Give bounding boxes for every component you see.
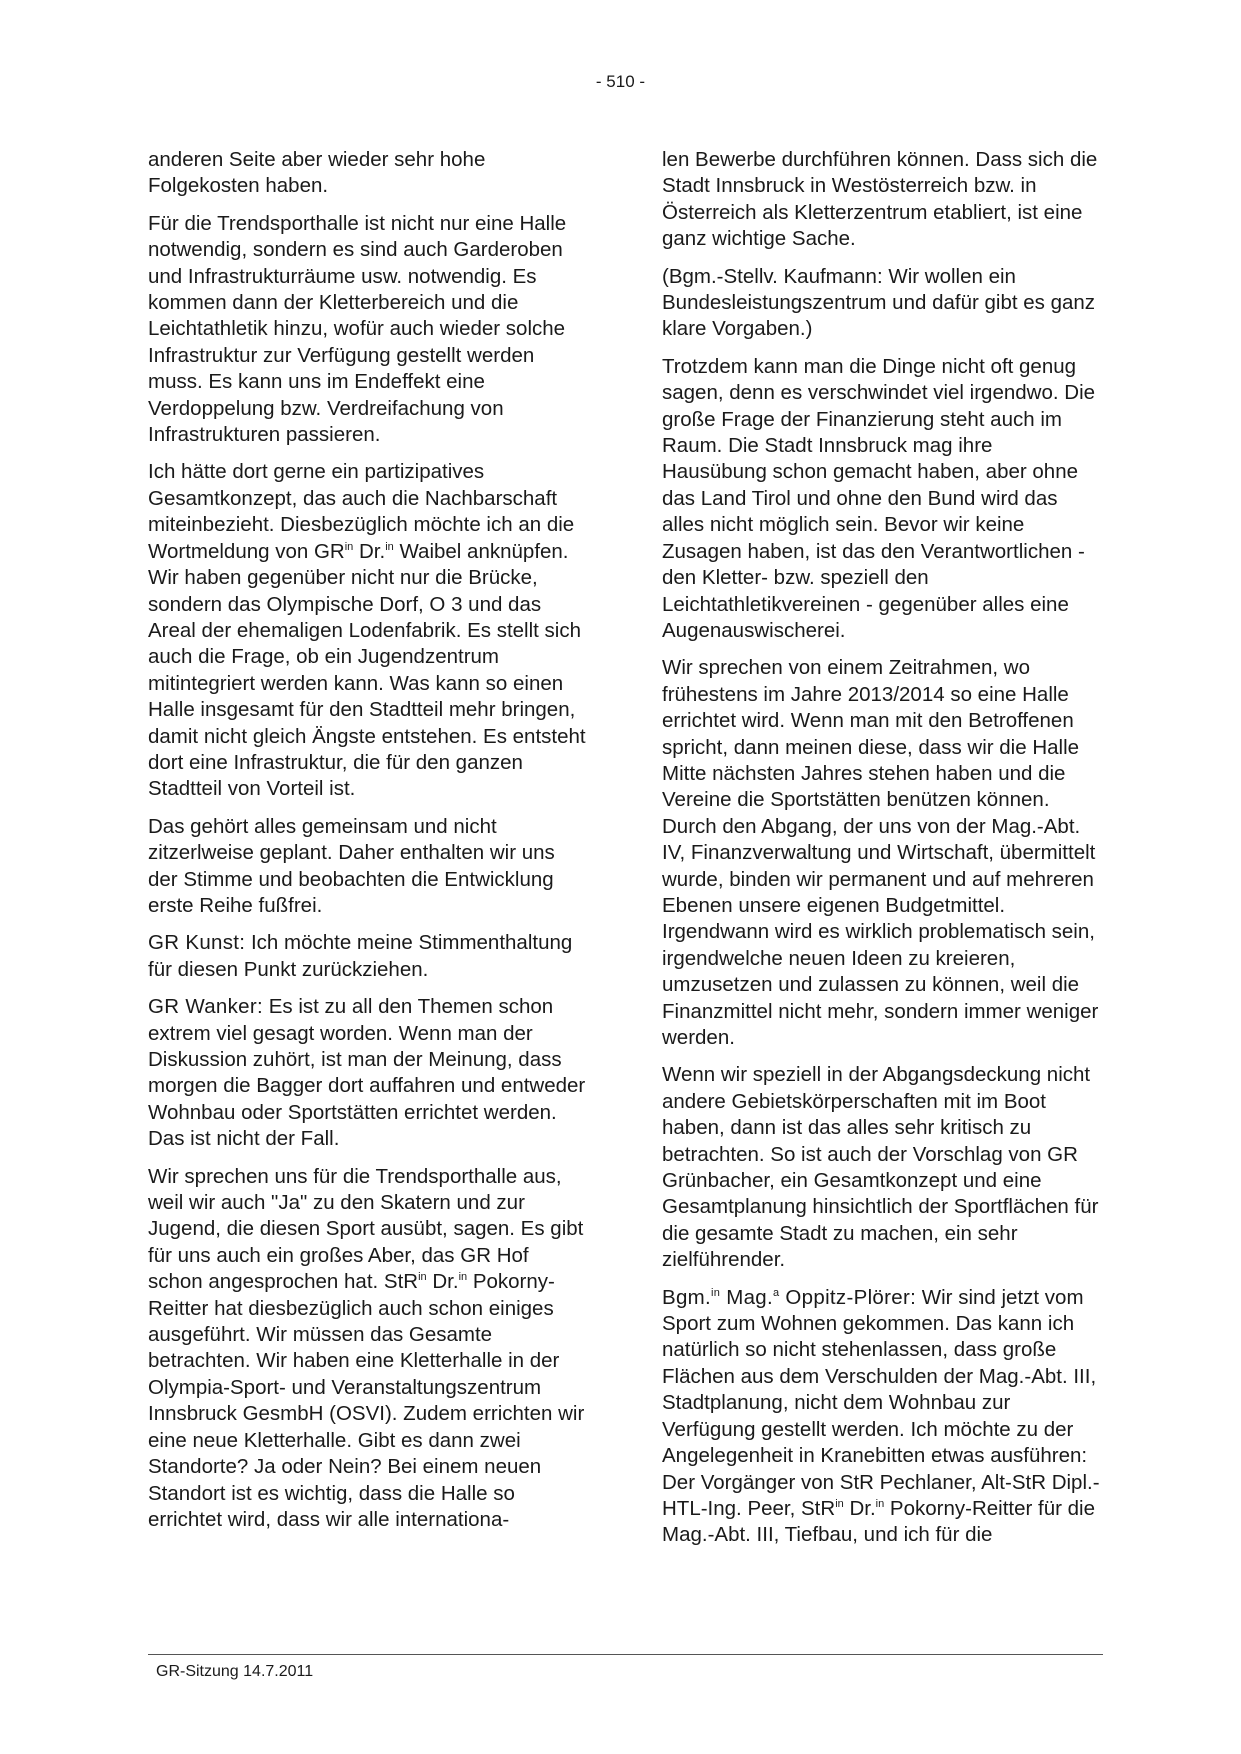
superscript: in <box>711 1286 721 1299</box>
text-run: Ich hätte dort gerne ein partizipatives Gesamtkonzept, das auch die Nachbarschaft miteinbezieht. Diesbezüglich möchte ich an die Wortmeldung von GR <box>148 460 575 563</box>
speaker-name: GR Wanker: <box>148 995 264 1019</box>
paragraph <box>662 1285 1102 1549</box>
paragraph: Wir sprechen von einem Zeitrahmen, wo frühestens im Jahre 2013/2014 so eine Halle errichtet wird. Wenn man mit den Betroffenen spricht, dann meinen diese, dass wir die Halle Mitte nächsten Jahres stehen haben und die Vereine die Sportstätten benützen können. Durch den Abgang, der uns von der Mag.-Abt. IV, Finanzverwaltung und Wirtschaft, übermittelt wurde, binden wir permanent und auf mehreren Ebenen unsere eigenen Budgetmittel. Irgendwann wird es wirklich problematisch sein, irgendwelche neuen Ideen zu kreieren, umzusetzen und zulassen zu können, weil die Finanzmittel nicht mehr, sondern immer weniger werden. <box>662 656 1099 1049</box>
text-run: Dr. <box>426 1270 459 1294</box>
superscript: in <box>458 1271 468 1284</box>
paragraph: len Bewerbe durchführen können. Dass sich die Stadt Innsbruck in Westösterreich bzw. in Österreich als Kletterzentrum etabliert, ist eine ganz wichtige Sache. <box>662 148 1098 251</box>
superscript: in <box>344 540 354 553</box>
paragraph: Für die Trendsporthalle ist nicht nur eine Halle notwendig, sondern es sind auch Garderoben und Infrastrukturräume usw. notwendig. Es kommen dann der Kletterbereich und die Leichtathletik hinzu, wofür auch wieder solche Infrastruktur zur Verfügung gestellt werden muss. Es kann uns im Endeffekt eine Verdoppelung bzw. Verdreifachung von Infrastrukturen passieren. <box>148 211 567 447</box>
paragraph <box>148 930 588 983</box>
superscript: in <box>385 540 394 553</box>
text-run: Mag. <box>720 1285 773 1309</box>
footer-session-date: GR-Sitzung 14.7.2011 <box>156 1663 314 1680</box>
footer-divider <box>148 1654 1103 1655</box>
right-column <box>662 147 1102 1560</box>
superscript: in <box>418 1271 427 1284</box>
paragraph <box>148 994 588 1152</box>
paragraph: (Bgm.-Stellv. Kaufmann: Wir wollen ein Bundesleistungszentrum und dafür gibt es ganz klare Vorgaben.) <box>662 264 1096 341</box>
paragraph: anderen Seite aber wieder sehr hohe Folgekosten haben. <box>148 148 486 198</box>
text-run: Wir sind jetzt vom Sport zum Wohnen gekommen. Das kann ich natürlich so nicht stehenlassen, dass große Flächen aus dem Verschulden der Mag.-Abt. III, Stadtplanung, nicht dem Wohnbau zur Verfügung gestellt werden. Ich möchte zu der Angelegenheit in Kranebitten etwas ausführen: Der Vorgänger von StR Pechlaner, Alt-StR Dipl.-HTL-Ing. Peer, StR <box>662 1285 1100 1520</box>
text-run: Bgm. <box>662 1285 712 1309</box>
superscript: in <box>875 1497 885 1510</box>
speaker-name: GR Kunst: <box>148 931 246 955</box>
text-run: Pokorny-Reitter hat diesbezüglich auch schon einiges ausgeführt. Wir müssen das Gesamte betrachten. Wir haben eine Kletterhalle in der Olympia-Sport- und Veranstaltungszentrum Innsbruck GesmbH (OSVI). Zudem errichten wir eine neue Kletterhalle. Gibt es dann zwei Standorte? Ja oder Nein? Bei einem neuen Standort ist es wichtig, dass die Halle so errichtet wird, dass wir alle internationa- <box>148 1270 585 1531</box>
text-run: Dr. <box>843 1496 876 1520</box>
page-number: - 510 - <box>595 72 646 91</box>
text-run: Wir sprechen uns für die Trendsporthalle aus, weil wir auch "Ja" zu den Skatern und zur Jugend, die diesen Sport ausübt, sagen. Es gibt für uns auch ein großes Aber, das GR Hof schon angesprochen hat. StR <box>148 1164 584 1294</box>
text-run: Es ist zu all den Themen schon extrem viel gesagt worden. Wenn man der Diskussion zuhört, ist man der Meinung, dass morgen die Bagger dort auffahren und entweder Wohnbau oder Sportstätten errichtet werden. Das ist nicht der Fall. <box>148 995 586 1151</box>
text-run: Dr. <box>353 539 386 563</box>
text-run: Waibel anknüpfen. Wir haben gegenüber nicht nur die Brücke, sondern das Olympische Dorf, O 3 und das Areal der ehemaligen Lodenfabrik. Es stellt sich auch die Frage, ob ein Jugendzentrum mitintegriert werden kann. Was kann so einen Halle insgesamt für den Stadtteil mehr bringen, damit nicht gleich Ängste entstehen. Es entsteht dort eine Infrastruktur, die für den ganzen Stadtteil von Vorteil ist. <box>148 539 586 801</box>
speaker-name <box>662 1286 916 1309</box>
paragraph <box>148 459 588 802</box>
superscript: a <box>773 1286 780 1299</box>
paragraph: Wenn wir speziell in der Abgangsdeckung nicht andere Gebietskörperschaften mit im Boot haben, dann ist das alles sehr kritisch zu betrachten. So ist auch der Vorschlag von GR Grünbacher, ein Gesamtkonzept und eine Gesamtplanung hinsichtlich der Sportflächen für die gesamte Stadt zu machen, ein sehr zielführender. <box>662 1063 1099 1272</box>
superscript: in <box>835 1497 844 1510</box>
text-run: Pokorny-Reitter für die Mag.-Abt. III, Tiefbau, und ich für die <box>662 1496 1095 1547</box>
paragraph: Das gehört alles gemeinsam und nicht zitzerlweise geplant. Daher enthalten wir uns der Stimme und beobachten die Entwicklung erste Reihe fußfrei. <box>148 814 555 917</box>
text-run: Ich möchte meine Stimmenthaltung für diesen Punkt zurückziehen. <box>148 931 573 981</box>
paragraph: Trotzdem kann man die Dinge nicht oft genug sagen, denn es verschwindet viel irgendwo. Die große Frage der Finanzierung steht auch im Raum. Die Stadt Innsbruck mag ihre Hausübung schon gemacht haben, aber ohne das Land Tirol und ohne den Bund wird das alles nicht möglich sein. Bevor wir keine Zusagen haben, ist das den Verantwortlichen - den Kletter- bzw. speziell den Leichtathletikvereinen - gegenüber alles eine Augenauswischerei. <box>662 354 1096 642</box>
left-column <box>148 147 588 1544</box>
paragraph <box>148 1164 588 1534</box>
text-run: Oppitz-Plörer: <box>779 1285 917 1309</box>
